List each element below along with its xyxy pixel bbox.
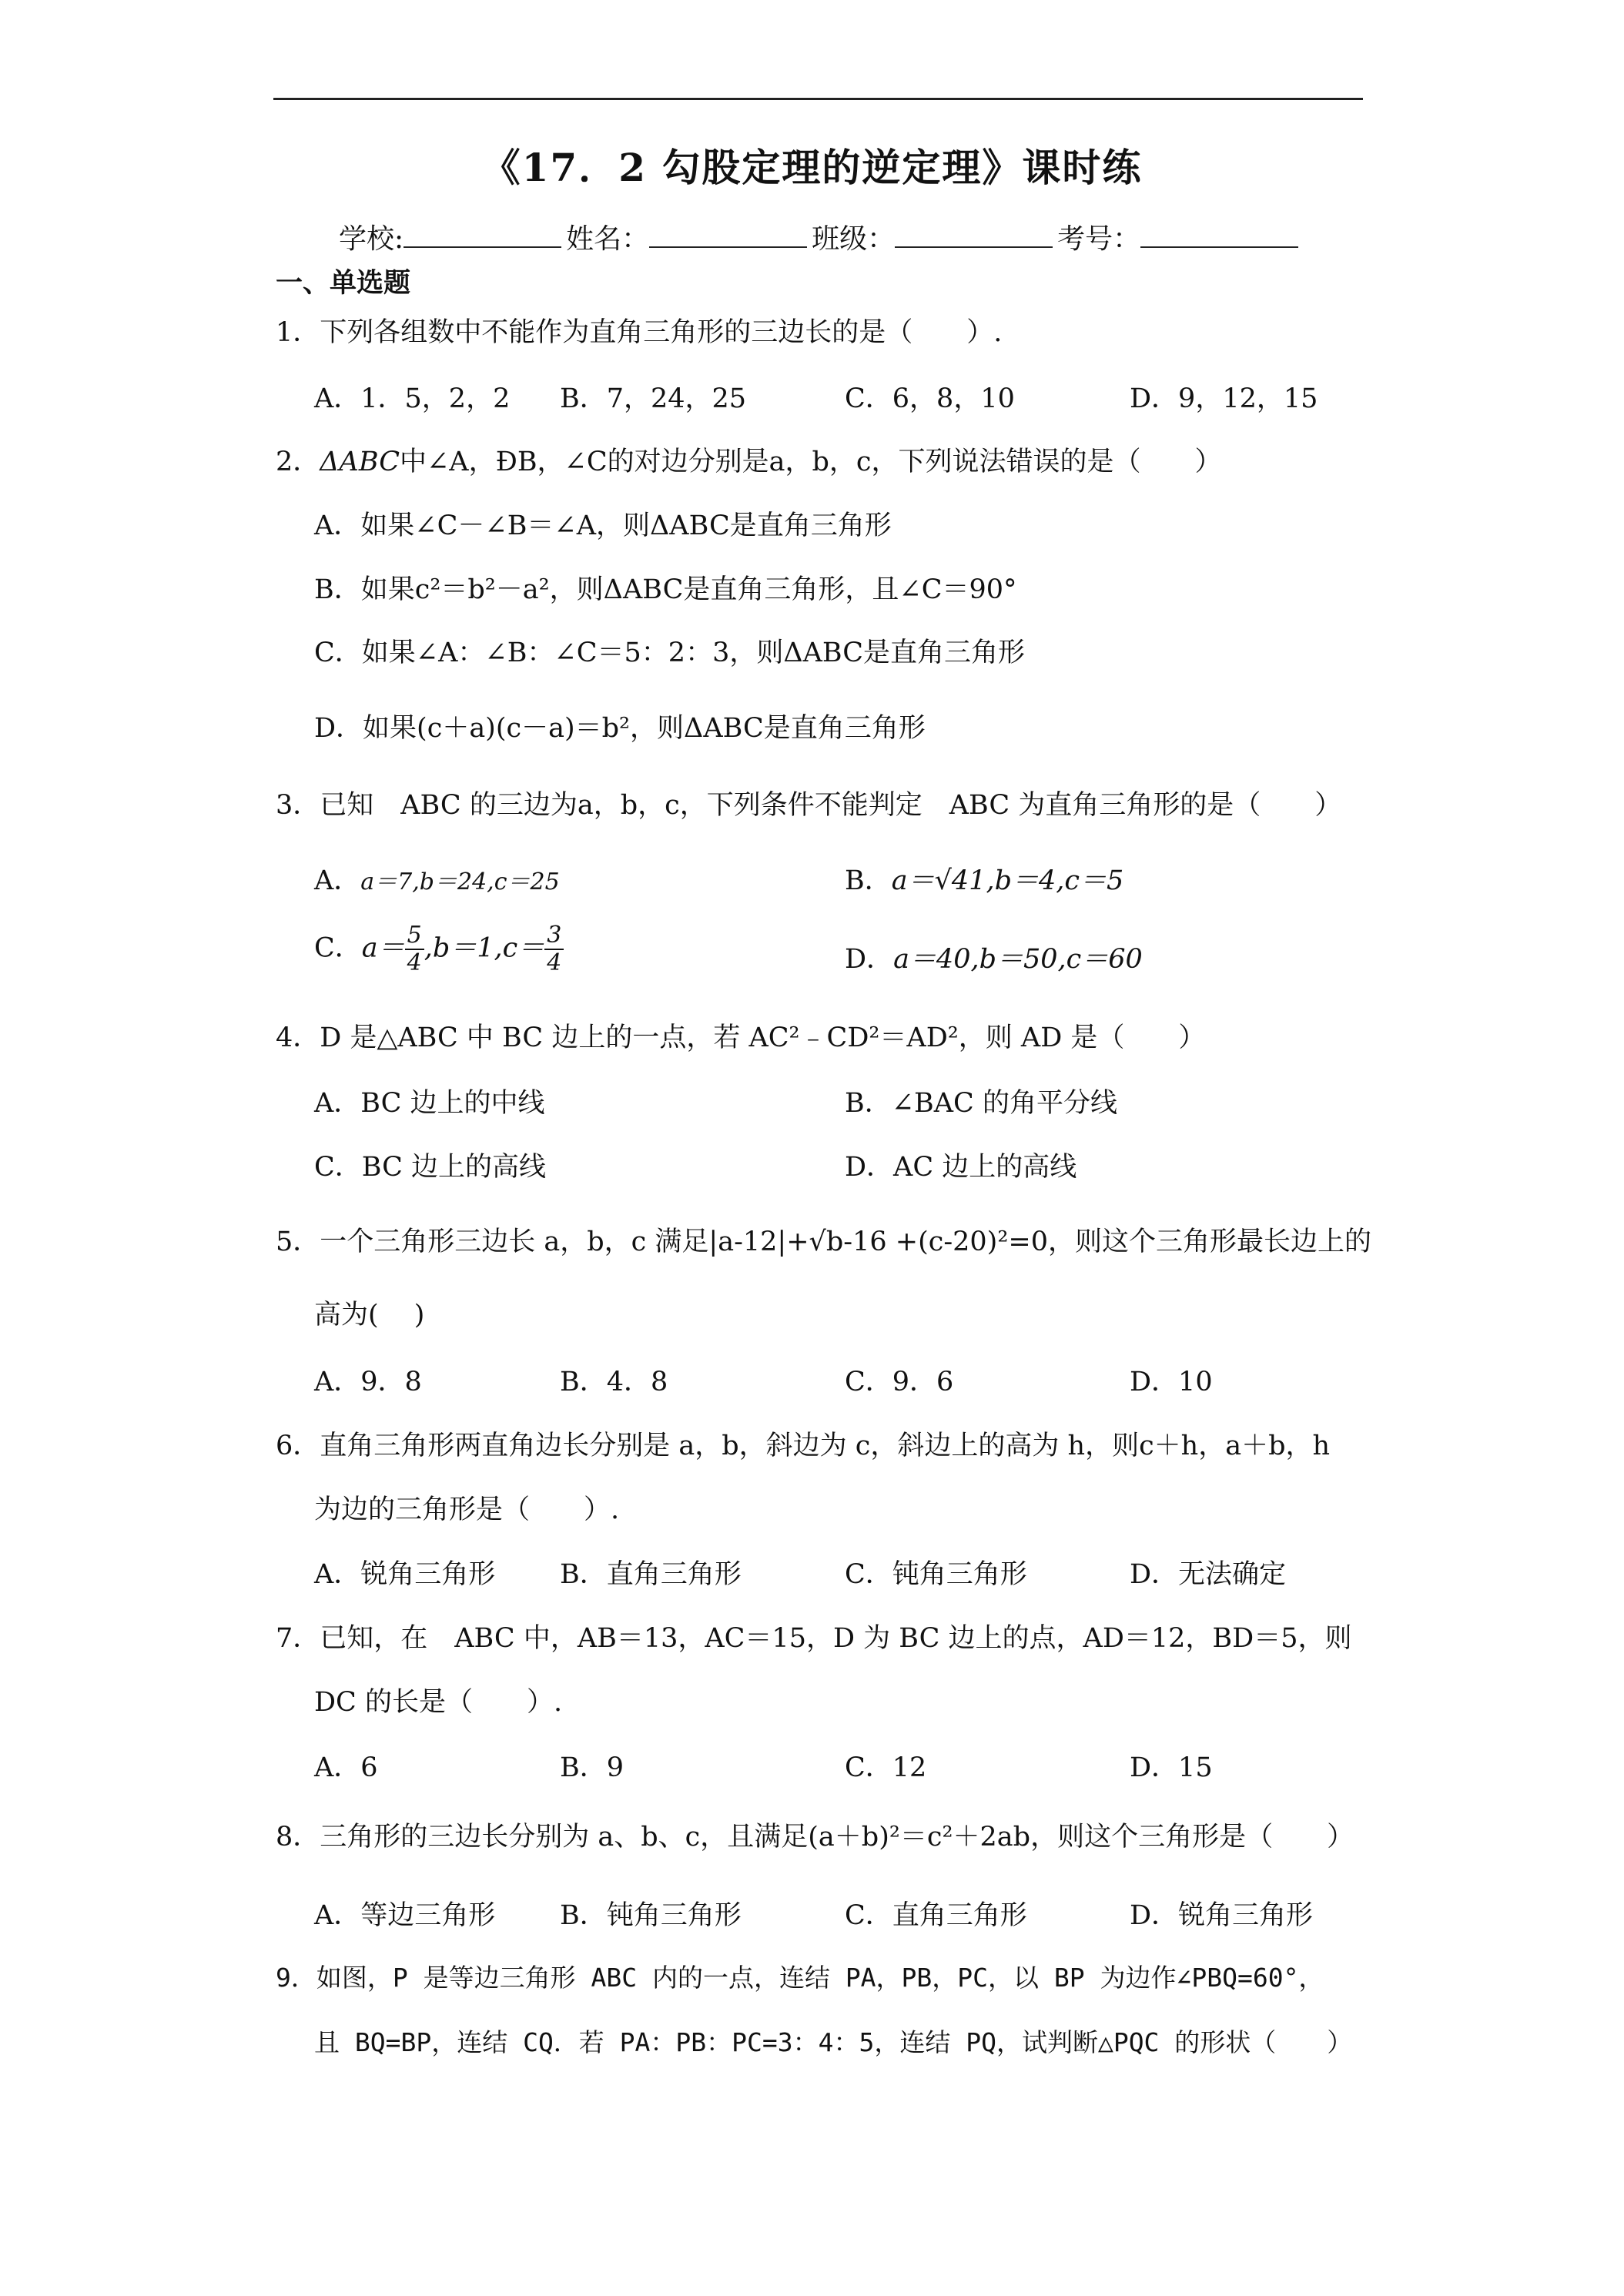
- question-6-line-2: 为边的三角形是（ ）.: [314, 1494, 620, 1525]
- page-title: 《17．2 勾股定理的逆定理》课时练: [481, 145, 1143, 190]
- section-title: 一、单选题: [276, 267, 411, 299]
- question-text: 已知 ABC 的三边为a，b，c，下列条件不能判定 ABC 为直角三角形的是（ ）: [320, 790, 1342, 821]
- question-number: 4．: [276, 1022, 320, 1053]
- q8-option-b: B．钝角三角形: [560, 1900, 742, 1931]
- question-number: 1．: [276, 317, 320, 348]
- question-9-line-2: 且 BQ=BP，连结 CQ．若 PA：PB：PC=3：4：5，连结 PQ，试判断△PQC 的形状（ ）: [314, 2027, 1353, 2057]
- fraction-three-fourths: [544, 922, 564, 976]
- q4-option-b: B．∠BAC 的角平分线: [845, 1088, 1117, 1119]
- question-text: 中∠A，ÐB，∠C的对边分别是a，b，c，下列说法错误的是（ ）: [399, 447, 1222, 477]
- q3-option-a: [314, 859, 560, 898]
- fraction-five-fourths: [405, 922, 424, 976]
- q5-option-d: D．10: [1130, 1367, 1213, 1397]
- q6-option-a: A．锐角三角形: [314, 1559, 496, 1590]
- question-number: 5．: [276, 1227, 320, 1257]
- question-text: 直角三角形两直角边长分别是 a，b，斜边为 c，斜边上的高为 h，则c＋h，a＋b，h: [320, 1431, 1331, 1461]
- q1-option-c: C．6，8，10: [845, 383, 1015, 414]
- q6-option-d: D．无法确定: [1130, 1559, 1287, 1590]
- school-blank[interactable]: [403, 223, 561, 248]
- q7-option-d: D．15: [1130, 1752, 1213, 1783]
- q3-option-d: [845, 938, 1143, 976]
- option-label: A．: [314, 865, 361, 896]
- question-number: 2．: [276, 447, 320, 477]
- q8-option-a: A．等边三角形: [314, 1900, 496, 1931]
- exam-no-label: 考号：: [1057, 223, 1141, 255]
- name-label: 姓名：: [566, 223, 650, 255]
- question-text: 一个三角形三边长 a，b，c 满足|a-12|+√b-16 +(c-20)²=0，则这个三角形最长边上的: [320, 1227, 1371, 1257]
- q5-option-b: B．4．8: [560, 1367, 668, 1397]
- q2-option-d: D．如果(c＋a)(c－a)＝b²，则ΔABC是直角三角形: [314, 713, 926, 744]
- q4-option-a: A．BC 边上的中线: [314, 1088, 545, 1119]
- question-6: [276, 1424, 1330, 1463]
- denominator: 4: [547, 949, 562, 976]
- question-2: [276, 440, 1222, 479]
- q4-option-d: D．AC 边上的高线: [845, 1152, 1077, 1183]
- question-number: 3．: [276, 790, 320, 821]
- question-text: 如图，P 是等边三角形 ABC 内的一点，连结 PA，PB，PC，以 BP 为边作∠PBQ=60°，: [316, 1963, 1324, 1993]
- question-number: 8．: [276, 1822, 320, 1853]
- name-blank[interactable]: [649, 223, 807, 248]
- question-4: [276, 1016, 1205, 1055]
- question-1: [276, 311, 1002, 350]
- formula-mid: ,b＝1,c＝: [424, 932, 545, 964]
- formula-pre: a＝: [361, 932, 405, 964]
- q6-option-b: B．直角三角形: [560, 1559, 742, 1590]
- question-3: [276, 784, 1341, 822]
- q7-option-c: C．12: [845, 1752, 927, 1783]
- question-5: [276, 1220, 1371, 1259]
- numerator: 3: [544, 922, 564, 950]
- top-rule: [273, 98, 1363, 100]
- formula: a＝7,b＝24,c＝25: [360, 869, 560, 895]
- q1-option-b: B．7，24，25: [560, 383, 747, 414]
- denominator: 4: [407, 949, 422, 976]
- triangle-symbol: ΔABC: [320, 447, 400, 477]
- q4-option-c: C．BC 边上的高线: [314, 1152, 547, 1183]
- class-label: 班级：: [812, 223, 896, 255]
- q3-option-c: [314, 922, 564, 976]
- question-8: [276, 1816, 1354, 1854]
- question-text: D 是△ABC 中 BC 边上的一点，若 AC²﹣CD²＝AD²，则 AD 是（ ）: [320, 1022, 1206, 1053]
- question-text: 下列各组数中不能作为直角三角形的三边长的是（ ）.: [320, 317, 1003, 348]
- school-label: 学校:: [339, 223, 404, 255]
- question-7-line-2: DC 的长是（ ）.: [314, 1687, 563, 1718]
- formula: a＝√41,b＝4,c＝5: [891, 865, 1124, 896]
- option-label: B．: [845, 865, 892, 896]
- question-text: 三角形的三边长分别为 a、b、c，且满足(a＋b)²＝c²＋2ab，则这个三角形是（ ）: [320, 1822, 1354, 1853]
- q8-option-d: D．锐角三角形: [1130, 1900, 1314, 1931]
- q2-option-c: C．如果∠A：∠B：∠C＝5：2：3，则ΔABC是直角三角形: [314, 638, 1026, 668]
- numerator: 5: [405, 922, 424, 950]
- option-label: C．: [314, 932, 362, 964]
- q7-option-b: B．9: [560, 1752, 624, 1783]
- question-5-line-2: 高为( ): [314, 1300, 425, 1330]
- question-text: 已知，在 ABC 中，AB＝13，AC＝15，D 为 BC 边上的点，AD＝12，BD＝5，则: [320, 1623, 1352, 1654]
- class-blank[interactable]: [895, 223, 1053, 248]
- question-number: 7．: [276, 1623, 320, 1654]
- q5-option-a: A．9．8: [314, 1367, 422, 1397]
- q1-option-d: D．9，12，15: [1130, 383, 1318, 414]
- formula: a＝40,b＝50,c＝60: [893, 944, 1143, 975]
- q6-option-c: C．钝角三角形: [845, 1559, 1027, 1590]
- q1-option-a: A．1．5，2，2: [314, 383, 511, 414]
- q7-option-a: A．6: [314, 1752, 378, 1783]
- q2-option-b: B．如果c²＝b²－a²，则ΔABC是直角三角形，且∠C＝90°: [314, 574, 1017, 605]
- question-number: 9．: [276, 1963, 316, 1993]
- exam-no-blank[interactable]: [1140, 223, 1298, 248]
- q8-option-c: C．直角三角形: [845, 1900, 1027, 1931]
- q2-option-a: A．如果∠C－∠B＝∠A，则ΔABC是直角三角形: [314, 510, 892, 541]
- q3-option-b: [845, 859, 1123, 898]
- student-info-line: [339, 217, 1303, 256]
- option-label: D．: [845, 944, 894, 975]
- question-7: [276, 1617, 1351, 1655]
- q5-option-c: C．9．6: [845, 1367, 954, 1397]
- question-9: [276, 1958, 1324, 1994]
- question-number: 6．: [276, 1431, 320, 1461]
